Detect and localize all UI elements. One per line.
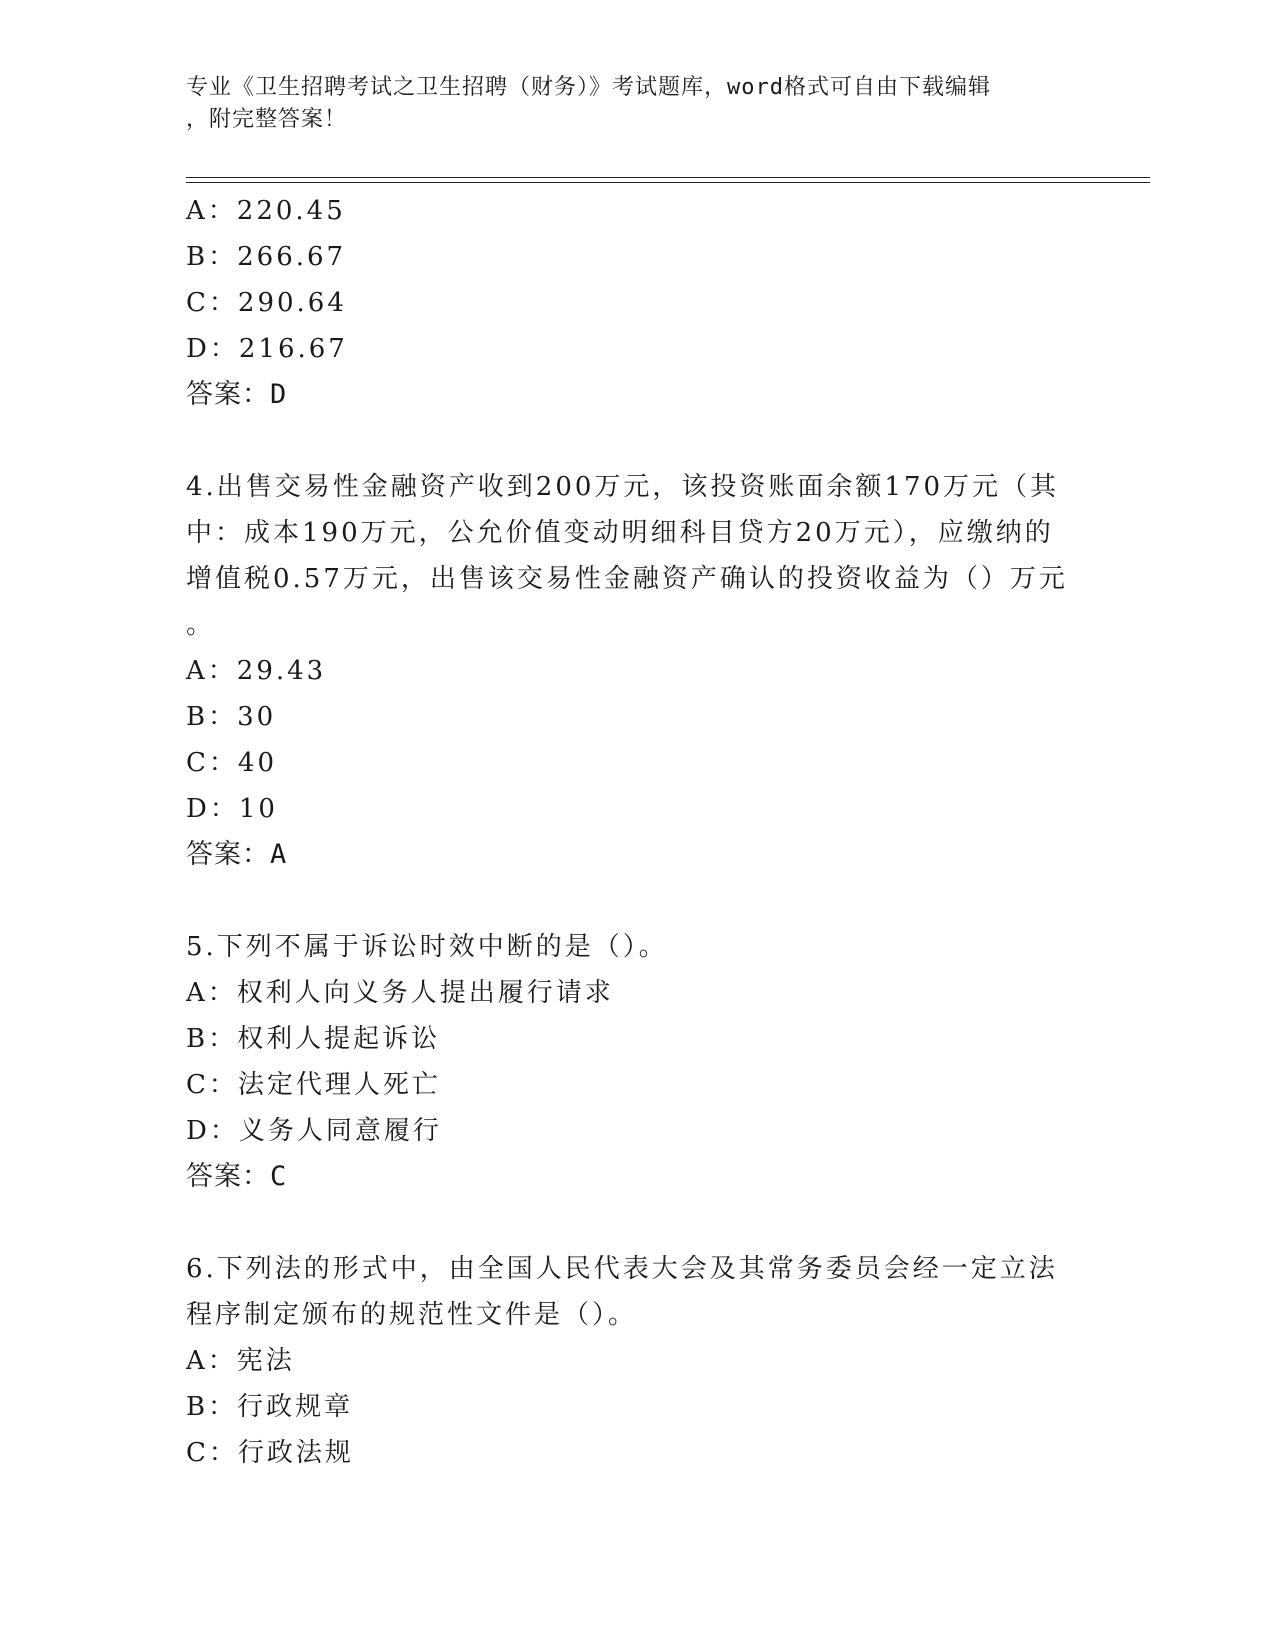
question-stem: 增值税0.57万元，出售该交易性金融资产确认的投资收益为（）万元 (186, 564, 1068, 594)
header-rule-bottom (186, 182, 1150, 183)
question-content (186, 188, 1086, 1476)
question-stem: 程序制定颁布的规范性文件是（）。 (186, 1300, 638, 1330)
option-a: A：29.43 (186, 656, 327, 686)
question-stem: 。 (186, 610, 216, 640)
option-b: B：权利人提起诉讼 (186, 1024, 441, 1054)
option-b: B：266.67 (186, 242, 347, 272)
option-b: B：行政规章 (186, 1392, 354, 1422)
option-a: A：权利人向义务人提出履行请求 (186, 978, 614, 1008)
question-6 (186, 1246, 1086, 1476)
question-stem: 中：成本190万元，公允价值变动明细科目贷方20万元），应缴纳的 (186, 518, 1054, 548)
document-header (186, 72, 1066, 136)
option-c: C：行政法规 (186, 1438, 354, 1468)
header-line-1: 专业《卫生招聘考试之卫生招聘（财务）》考试题库，word格式可自由下载编辑 (186, 75, 991, 100)
option-b: B：30 (186, 702, 277, 732)
question-4 (186, 464, 1086, 878)
option-d: D：义务人同意履行 (186, 1116, 442, 1146)
header-line-2: ，附完整答案！ (186, 107, 348, 132)
option-a: A：宪法 (186, 1346, 295, 1376)
option-c: C：290.64 (186, 288, 347, 318)
question-stem: 4.出售交易性金融资产收到200万元，该投资账面余额170万元（其 (186, 472, 1060, 502)
question-stem: 5.下列不属于诉讼时效中断的是（）。 (186, 932, 668, 962)
option-d: D：216.67 (186, 334, 348, 364)
question-stem: 6.下列法的形式中，由全国人民代表大会及其常务委员会经一定立法 (186, 1254, 1058, 1284)
header-rule-top (186, 177, 1150, 178)
answer: 答案：A (186, 839, 288, 870)
answer: 答案：C (186, 1161, 288, 1192)
option-a: A：220.45 (186, 196, 346, 226)
option-c: C：法定代理人死亡 (186, 1070, 441, 1100)
question-5 (186, 924, 1086, 1200)
option-d: D：10 (186, 794, 278, 824)
answer: 答案：D (186, 379, 288, 410)
question-3 (186, 188, 1086, 418)
option-c: C：40 (186, 748, 277, 778)
